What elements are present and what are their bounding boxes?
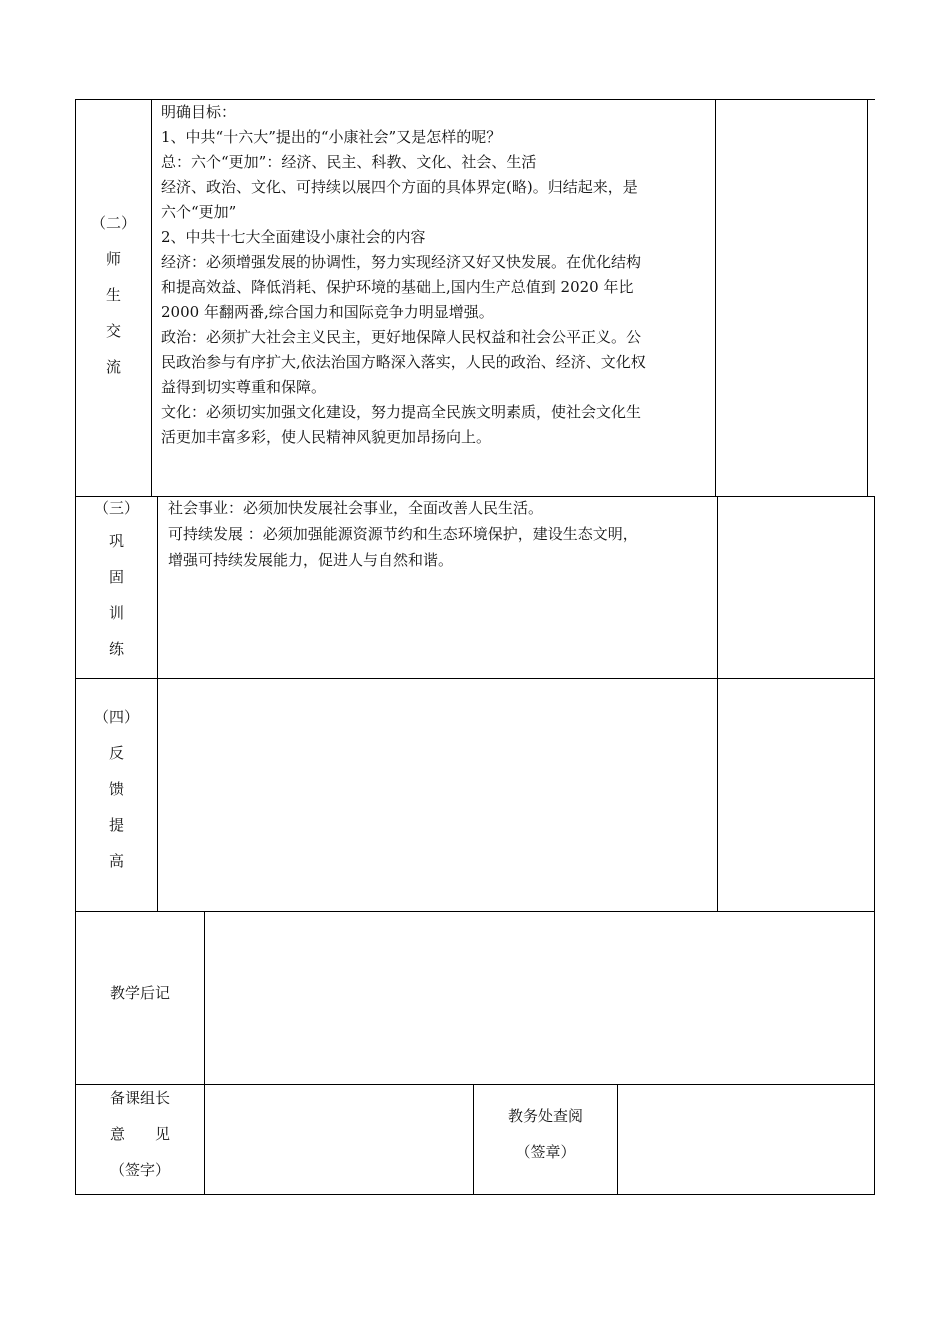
office-review-line: 教务处查阅 — [507, 1107, 583, 1125]
sec2-line: 经济、政治、文化、可持续以展四个方面的具体界定(略)。归结起来，是 — [161, 178, 638, 196]
sec3-label-num: （三） — [93, 499, 139, 517]
sec3-label-divider — [157, 496, 158, 912]
sec2-line: 和提高效益、降低消耗、保护环境的基础上,国内生产总值到 2020 年比 — [161, 278, 634, 296]
sec2-line: 文化：必须切实加强文化建设，努力提高全民族文明素质，使社会文化生 — [161, 403, 642, 421]
sec2-line: 六个“更加” — [161, 203, 237, 221]
sec2-label-char: 交 — [105, 322, 121, 340]
sec4-label-char: 反 — [108, 744, 124, 762]
sec2-line: 2、中共十七大全面建设小康社会的内容 — [161, 228, 426, 246]
sec4-label-char: 馈 — [108, 780, 124, 798]
sec2-line: 明确目标： — [161, 103, 237, 121]
sec3-notes-divider — [717, 496, 718, 912]
sec3-label-char: 巩 — [108, 532, 124, 550]
sec3-label-char: 训 — [108, 604, 124, 622]
sec2-label-char: 流 — [105, 358, 121, 376]
footer-divider-2 — [617, 1084, 618, 1195]
sec2-label-char: 师 — [105, 250, 121, 268]
office-review-line: （签章） — [515, 1143, 576, 1161]
postscript-label: 教学后记 — [109, 984, 170, 1002]
sec2-line: 经济：必须增强发展的协调性，努力实现经济又好又快发展。在优化结构 — [161, 253, 642, 271]
sec2-label — [76, 205, 151, 385]
sec4-label — [76, 699, 157, 879]
sec2-label-char: 生 — [105, 286, 121, 304]
sec3-label-char: 练 — [108, 640, 124, 658]
sec3-line: 社会事业：必须加快发展社会事业，全面改善人民生活。 — [168, 499, 544, 517]
sec4-label-num: （四） — [93, 708, 139, 726]
sec2-label-num: （二） — [90, 214, 136, 232]
group-leader-line: 意 见 — [109, 1125, 170, 1143]
sec2-notes-divider — [715, 99, 716, 496]
postscript-divider — [204, 911, 205, 1195]
sec2-label-divider — [151, 99, 152, 496]
sec2-line: 总：六个“更加”：经济、民主、科教、文化、社会、生活 — [161, 153, 537, 171]
sec2-line: 民政治参与有序扩大,依法治国方略深入落实，人民的政治、经济、文化权 — [161, 353, 646, 371]
sec2-line: 1、中共“十六大”提出的“小康社会”又是怎样的呢？ — [161, 128, 502, 146]
sec3-label-char: 固 — [108, 568, 124, 586]
sec2-right-border — [867, 99, 868, 496]
postscript-bottom-border — [75, 1084, 875, 1085]
sec2-line: 活更加丰富多彩，使人民精神风貌更加昂扬向上。 — [161, 428, 492, 446]
sec3-line: 增强可持续发展能力，促进人与自然和谐。 — [168, 551, 454, 569]
sec4-label-char: 提 — [108, 816, 124, 834]
sec2-line: 2000 年翻两番,综合国力和国际竞争力明显增强。 — [161, 303, 494, 321]
group-leader-line: 备课组长 — [109, 1089, 170, 1107]
table-border-right — [874, 496, 875, 1195]
sec4-label-char: 高 — [108, 852, 124, 870]
sec4-bottom-border — [75, 911, 875, 912]
group-leader-opinion — [76, 1086, 204, 1188]
sec3-bottom-border — [75, 678, 875, 679]
sec2-line: 益得到切实尊重和保障。 — [161, 378, 327, 396]
office-review — [474, 1104, 617, 1170]
sec3-label — [76, 493, 157, 667]
sec2-line: 政治：必须扩大社会主义民主，更好地保障人民权益和社会公平正义。公 — [161, 328, 642, 346]
sec3-line: 可持续发展 ：必须加强能源资源节约和生态环境保护，建设生态文明， — [168, 525, 638, 543]
group-leader-line: （签字） — [109, 1161, 170, 1179]
table-border-bottom — [75, 1194, 875, 1195]
